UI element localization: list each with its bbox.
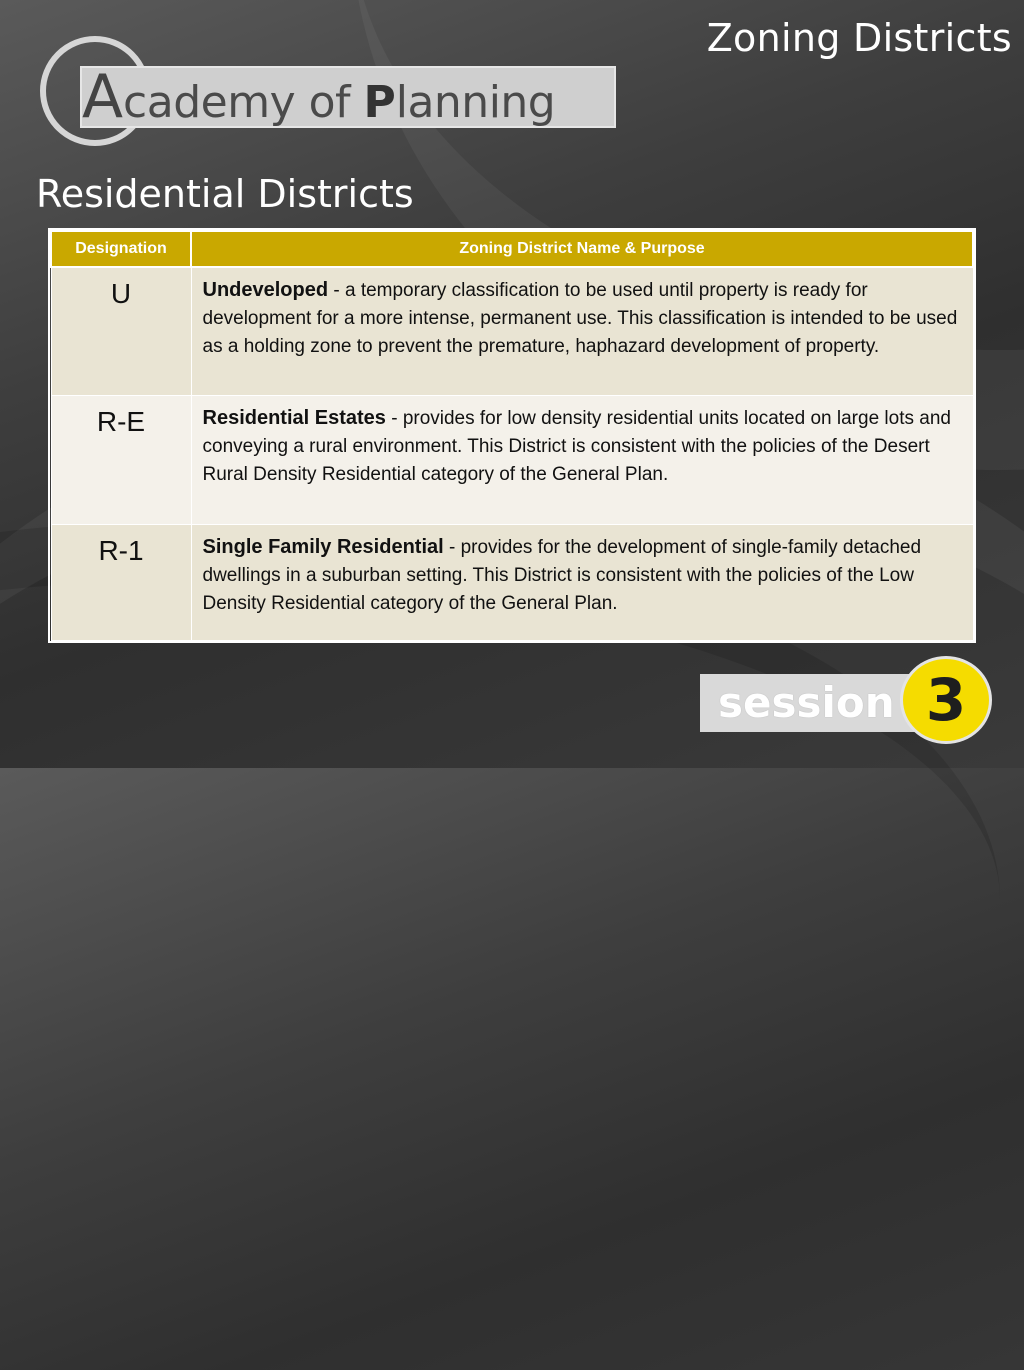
district-purpose: provides for low density residential units located on large lots and conveying a rural environment. This District is consistent with the policies of the Desert Rural Density Residential category of the General Plan. xyxy=(202,408,951,485)
logo-text-part2: lanning xyxy=(395,77,556,128)
designation-cell: R-E xyxy=(51,396,191,525)
table-row xyxy=(51,267,973,396)
designation-cell: R-1 xyxy=(51,525,191,641)
table-row xyxy=(51,525,973,641)
table-header-row xyxy=(51,231,973,267)
purpose-cell xyxy=(191,525,973,641)
logo-text-part1: cademy of xyxy=(123,77,364,128)
session-badge xyxy=(700,656,1000,746)
logo-letter-a: A xyxy=(82,62,124,132)
header-designation: Designation xyxy=(51,231,191,267)
purpose-cell xyxy=(191,267,973,396)
district-name: Undeveloped xyxy=(202,279,329,301)
separator: - xyxy=(385,408,403,429)
separator: - xyxy=(328,280,345,301)
district-name: Residential Estates xyxy=(202,407,386,429)
header-name-purpose: Zoning District Name & Purpose xyxy=(191,231,973,267)
zoning-table xyxy=(50,230,974,641)
slide-title: Zoning Districts xyxy=(706,16,1012,60)
logo-text xyxy=(82,62,556,132)
separator: - xyxy=(443,537,461,558)
district-purpose: provides for the development of single-family detached dwellings in a suburban setting. This District is consistent with the policies of the Low Density Residential category of the General Plan. xyxy=(202,537,922,614)
section-heading: Residential Districts xyxy=(36,172,414,216)
designation-cell: U xyxy=(51,267,191,396)
session-number: 3 xyxy=(900,656,992,744)
session-label: session xyxy=(718,678,895,727)
logo-letter-p: P xyxy=(363,77,396,128)
purpose-cell xyxy=(191,396,973,525)
district-purpose: a temporary classification to be used until property is ready for development for a more intense, permanent use. This classification is intended to be used as a holding zone to prevent the premature, haphazard development of property. xyxy=(202,280,958,357)
academy-of-planning-logo xyxy=(40,36,580,152)
table-row xyxy=(51,396,973,525)
district-name: Single Family Residential xyxy=(202,536,444,558)
